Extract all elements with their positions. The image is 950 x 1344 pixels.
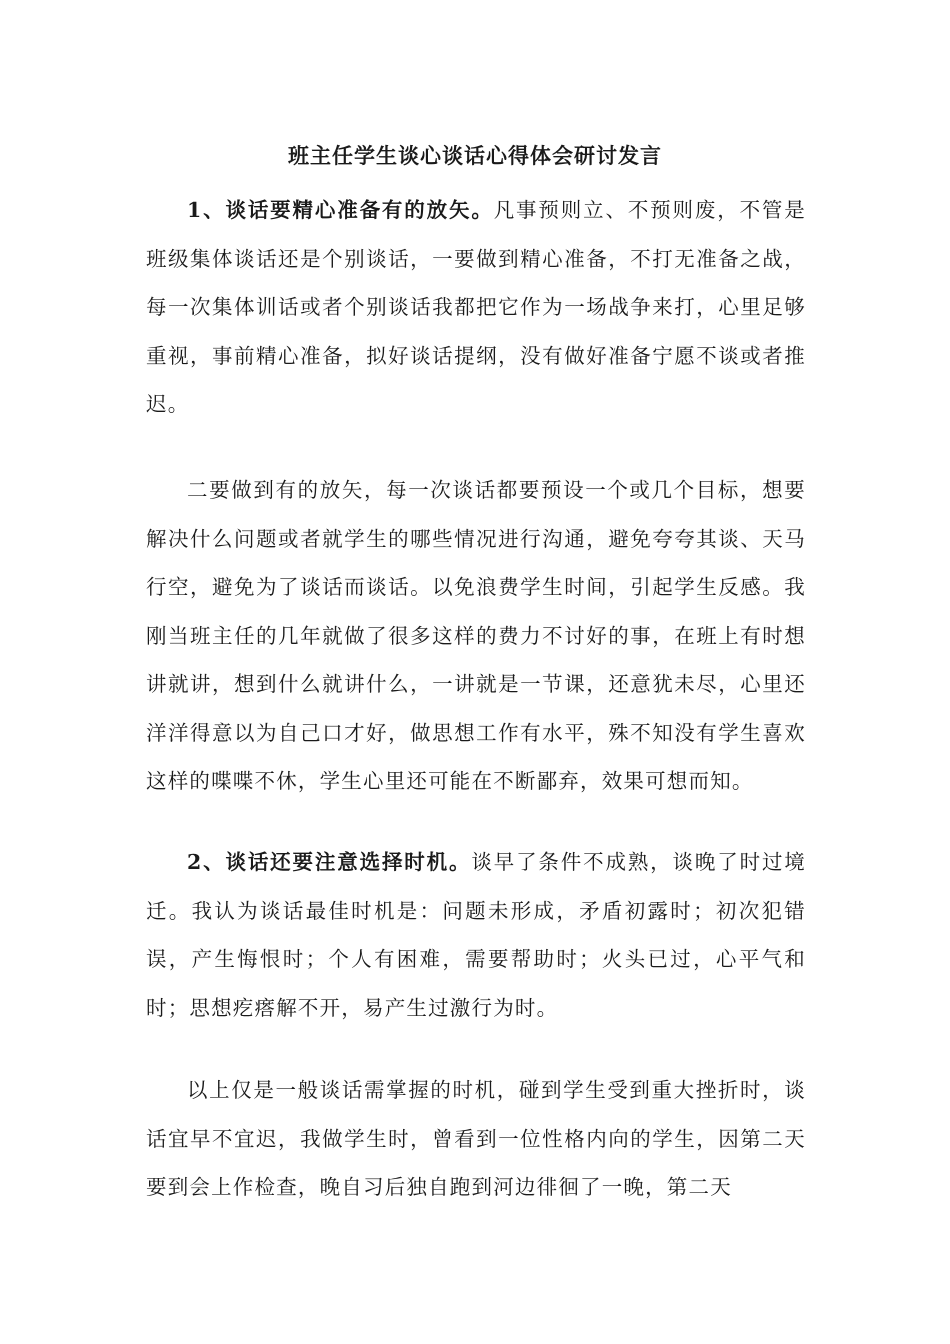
paragraph-text-4: 以上仅是一般谈话需掌握的时机，碰到学生受到重大挫折时，谈话宜早不宜迟，我做学生时，曾看到一位性格内向的学生，因第二天要到会上作检查，晚自习后独自跑到河边徘徊了一晚，第二天 (146, 1078, 806, 1199)
paragraph-text-2: 二要做到有的放矢，每一次谈话都要预设一个或几个目标，想要解决什么问题或者就学生的哪些情况进行沟通，避免夸夸其谈、天马行空，避免为了谈话而谈话。以免浪费学生时间，引起学生反感。我刚当班主任的几年就做了很多这样的费力不讨好的事，在班上有时想讲就讲，想到什么就讲什么，一讲就是一节课，还意犹未尽，心里还洋洋得意以为自己口才好，做思想工作有水平，殊不知没有学生喜欢这样的喋喋不休，学生心里还可能在不断鄙弃，效果可想而知。 (146, 478, 806, 793)
paragraph-text-1: 凡事预则立、不预则废，不管是班级集体谈话还是个别谈话，一要做到精心准备，不打无准备之战，每一次集体训话或者个别谈话我都把它作为一场战争来打，心里足够重视，事前精心准备，拟好谈话提纲，没有做好准备宁愿不谈或者推迟。 (146, 198, 806, 416)
paragraph-3 (146, 838, 806, 1032)
paragraph-1 (146, 186, 806, 429)
document-title: 班主任学生谈心谈话心得体会研讨发言 (288, 143, 662, 168)
paragraph-heading-1: 1、谈话要精心准备有的放矢。 (187, 198, 494, 222)
paragraph-2 (146, 466, 806, 806)
paragraph-heading-3: 2、谈话还要注意选择时机。 (187, 850, 472, 874)
paragraph-text-3: 谈早了条件不成熟，谈晚了时过境迁。我认为谈话最佳时机是：问题未形成，矛盾初露时；初次犯错误，产生悔恨时；个人有困难，需要帮助时；火头已过，心平气和时；思想疙瘩解不开，易产生过激行为时。 (146, 850, 806, 1020)
paragraph-4 (146, 1066, 806, 1212)
